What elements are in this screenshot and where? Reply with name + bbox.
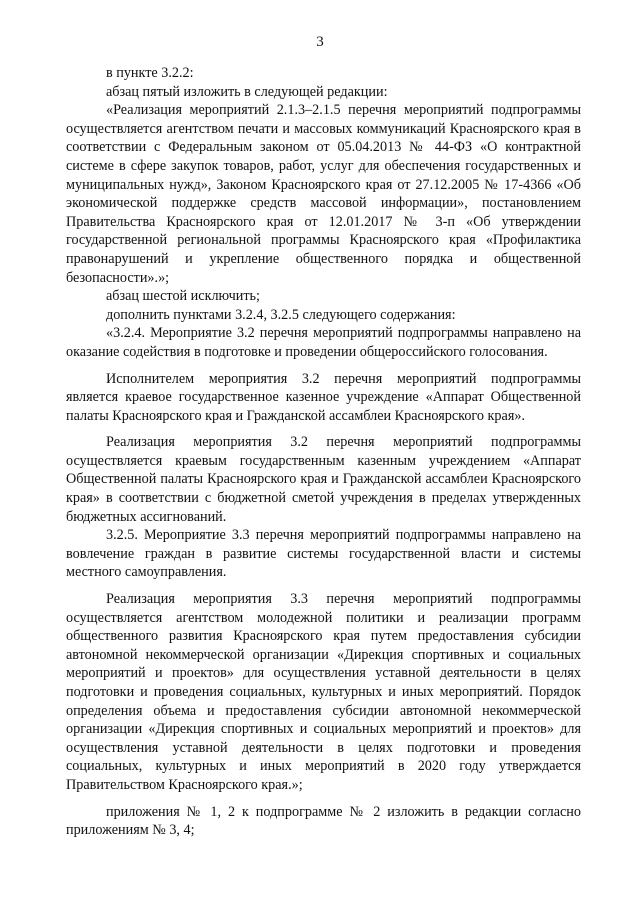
paragraph-abzac-5: абзац пятый изложить в следующей редакции: (106, 83, 388, 100)
page-number: 3 (316, 34, 324, 50)
paragraph-realization-3-2: Реализация мероприятия 3.2 перечня мероприятий подпрограммы осуществляется краевым государственным казенным учреждением «Аппарат Общественной палаты Красноярского края и Гражданской ассамблеи Красноярского края» в соответствии с бюджетной сметой учреждения в пределах утвержденных бюджетных ассигнований. (66, 434, 581, 525)
paragraph-realization-3-3: Реализация мероприятия 3.3 перечня мероприятий подпрограммы осуществляется агентством молодежной политики и реализации программ общественного развития Красноярского края путем предоставления субсидии автономной некоммерческой организации «Дирекция спортивных и социальных мероприятий и проектов» для осуществления уставной деятельности в целях подготовки и проведения социальных, культурных и иных мероприятий. Порядок определения объема и предоставления субсидии автономной некоммерческой организации «Дирекция спортивных и социальных мероприятий и проектов» для осуществления уставной деятельности в целях подготовки и проведения социальных, культурных и иных мероприятий в 2020 году утверждается Правительством Красноярского края.»; (66, 591, 581, 793)
paragraph-appendices: приложения № 1, 2 к подпрограмме № 2 изложить в редакции согласно приложениям № 3, 4; (66, 803, 581, 839)
paragraph-add-points: дополнить пунктами 3.2.4, 3.2.5 следующего содержания: (106, 306, 456, 323)
document-body (66, 64, 581, 840)
paragraph-abzac-6: абзац шестой исключить; (106, 288, 260, 305)
paragraph-executor: Исполнителем мероприятия 3.2 перечня мероприятий подпрограммы является краевое государственное казенное учреждение «Аппарат Общественной палаты Красноярского края и Гражданской ассамблеи Красноярского края». (66, 370, 581, 424)
paragraph-quote-realization: «Реализация мероприятий 2.1.3–2.1.5 перечня мероприятий подпрограммы осуществляется агентством печати и массовых коммуникаций Красноярского края в соответствии с Федеральным законом от 05.04.2013 № 44-ФЗ «О контрактной системе в сфере закупок товаров, работ, услуг для обеспечения государственных и муниципальных нужд», Законом Красноярского края от 27.12.2005 № 17-4366 «Об экономической поддержке средств массовой информации», постановлением Правительства Красноярского края от 12.01.2017 № 3-п «Об утверждении государственной региональной программы Красноярского края «Профилактика правонарушений и укрепление общественного порядка и общественной безопасности».»; (66, 102, 581, 286)
paragraph-3-2-5: 3.2.5. Мероприятие 3.3 перечня мероприятий подпрограммы направлено на вовлечение граждан в развитие системы государственной власти и системы местного самоуправления. (66, 527, 581, 581)
paragraph-item-3-2-2: в пункте 3.2.2: (106, 65, 194, 81)
paragraph-3-2-4: «3.2.4. Мероприятие 3.2 перечня мероприятий подпрограммы направлено на оказание содействия в подготовке и проведении общероссийского голосования. (66, 325, 581, 360)
